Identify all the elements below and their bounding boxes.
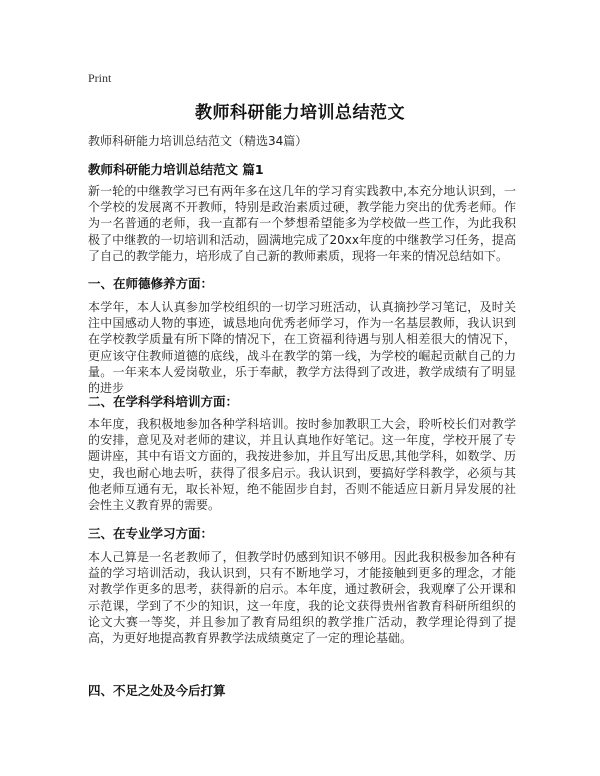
section-heading-professional-study: 三、在专业学习方面： <box>88 526 214 541</box>
page-title: 教师科研能力培训总结范文 <box>195 103 405 123</box>
page-subtitle: 教师科研能力培训总结范文（精选34篇） <box>88 134 308 148</box>
print-label: Print <box>88 71 112 85</box>
intro-paragraph: 新一轮的中继教学习已有两年多在这几年的学习育实践教中,本充分地认识到，一个学校的发展离不开教师，特别是政治素质过硬，教学能力突出的优秀老师。作为一名普通的老师，我一直都有一个梦想希望能多为学校做一些工作，为此我积极了中继教的一切培训和活动，圆满地完成了20xx年度的中继教学习任务，提高了自己的教学能力，培形成了自己新的教师素质，现将一年来的情况总结如下。 <box>88 184 516 263</box>
section-heading-shortcomings: 四、不足之处及今后打算 <box>88 683 226 698</box>
article-heading: 教师科研能力培训总结范文 篇1 <box>88 162 264 177</box>
section-body-ethics: 本学年，本人认真参加学校组织的一切学习班活动，认真摘抄学习笔记，及时关注中国感动人物的事迹，诚恳地向优秀老师学习，作为一名基层教师，我认识到在学校教学质量有所下降的情况下，在工资福利待遇与别人相差很大的情况下，更应该守住教师道德的底线，战斗在教学的第一线，为学校的崛起贡献自己的力量。一年来本人爱岗敬业，乐于奉献，教学方法得到了改进，教学成绩有了明显的进步 <box>88 300 516 396</box>
section-heading-ethics: 一、在师德修养方面： <box>88 276 214 291</box>
section-body-subject-training: 本年度，我积极地参加各种学科培训。按时参加教职工大会，聆听校长们对教学的安排，意见及对老师的建议，并且认真地作好笔记。这一年度，学校开展了专题讲座，其中有语文方面的，我按进参加，并且写出反思,其他学科，如数学、历史，我也耐心地去听，获得了很多启示。我认识到，要搞好学科教学，必须与其他老师互通有无，取长补短，绝不能固步自封，否则不能适应日新月异发展的社会性主义教育界的需要。 <box>88 417 516 513</box>
section-heading-subject-training: 二、在学科学科培训方面： <box>88 394 239 409</box>
section-body-professional-study: 本人己算是一名老教师了，但教学时仍感到知识不够用。因此我积极参加各种有益的学习培训活动，我认识到，只有不断地学习，才能接触到更多的理念，才能对教学作更多的思考，获得新的启示。本年度，通过教研会，我观摩了公开课和示范课，学到了不少的知识，这一年度，我的论文获得贵州省教育科研所组织的论文大赛一等奖，并且参加了教育局组织的教学推广活动，教学理论得到了提高，为更好地提高教育界教学法成绩奠定了一定的理论基础。 <box>88 550 516 646</box>
